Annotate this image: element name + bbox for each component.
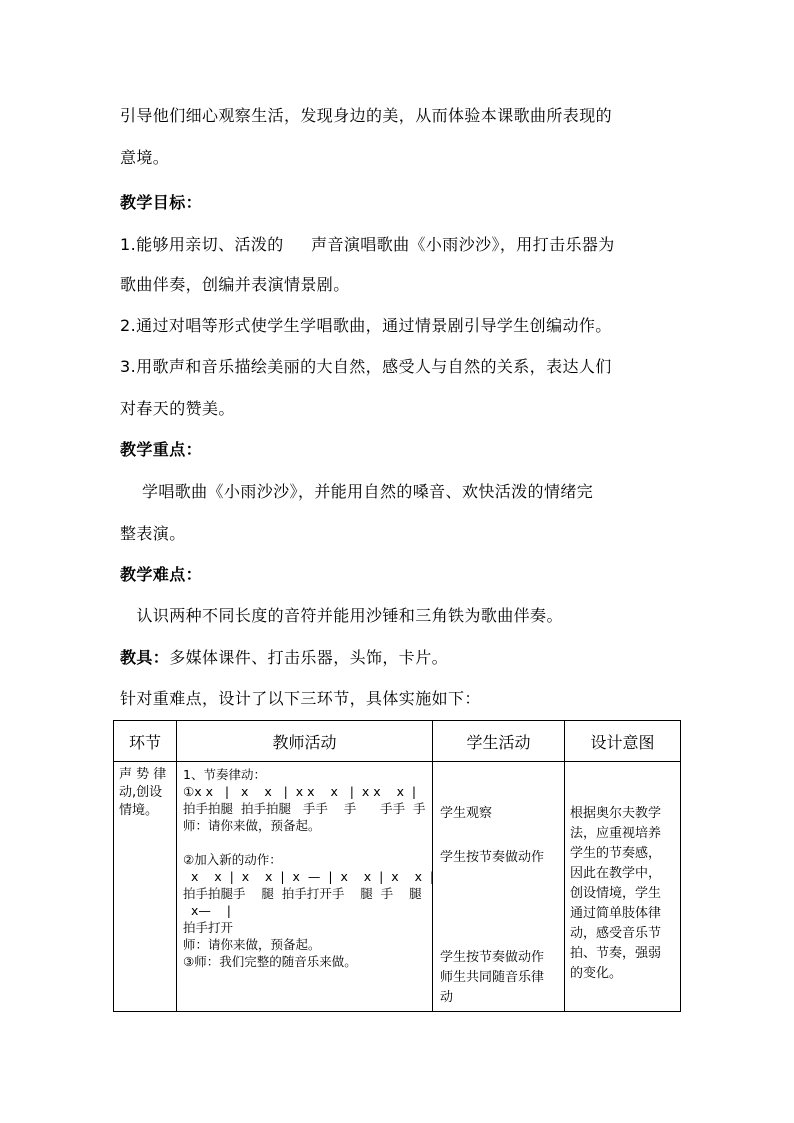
stage-text: 声 势 律 动,创设 情境。 bbox=[119, 767, 167, 818]
table-intro: 针对重难点，设计了以下三环节，具体实施如下： bbox=[120, 689, 481, 708]
goal-2: 2.通过对唱等形式使学生学唱歌曲，通过情景剧引导学生创编动作。 bbox=[120, 316, 612, 335]
header-design-intent: 设计意图 bbox=[565, 721, 681, 762]
lesson-plan-table bbox=[113, 720, 681, 1012]
teacher-activity-cell bbox=[177, 762, 433, 1012]
student-activity-3: 学生按节奏做动作 师生共同随音乐律 动 bbox=[440, 950, 545, 1005]
teaching-tools-label: 教具： bbox=[120, 648, 170, 667]
header-stage: 环节 bbox=[114, 721, 177, 762]
teaching-tools bbox=[120, 648, 448, 668]
paragraph-line: 引导他们细心观察生活，发现身边的美，从而体验本课歌曲所表现的 bbox=[120, 106, 613, 125]
section-heading-key-points: 教学重点： bbox=[120, 440, 203, 459]
teacher-activity-text: 1、节奏律动： ①x x | x x | x x x | x x x | 拍手拍腿 拍手拍腿 手手 手 手手 手 师：请你来做，预备起。 ②加入新的动作： x x | x x | x — | x x | x x | 拍手拍腿手 腿 拍手打开手 腿 手 腿 x— | 拍手打开 师：请你来做，预备起。 ③师：我们完整的随音乐来做。 bbox=[183, 767, 435, 969]
paragraph-line: 意境。 bbox=[120, 148, 170, 167]
student-activity-1: 学生观察 bbox=[440, 806, 493, 821]
table-header-row bbox=[114, 721, 681, 762]
goal-1-line-1: 1.能够用亲切、活泼的 声音演唱歌曲《小雨沙沙》，用打击乐器为 bbox=[120, 235, 615, 254]
key-points-line-1: 学唱歌曲《小雨沙沙》，并能用自然的嗓音、欢快活泼的情绪完 bbox=[120, 482, 594, 501]
header-teacher-activity: 教师活动 bbox=[177, 721, 433, 762]
section-heading-goals: 教学目标： bbox=[120, 193, 203, 212]
table-row bbox=[114, 762, 681, 1012]
difficulties-text: 认识两种不同长度的音符并能用沙锤和三角铁为歌曲伴奏。 bbox=[120, 606, 563, 625]
goal-3-line-2: 对春天的赞美。 bbox=[120, 399, 235, 418]
design-intent-text: 根据奥尔夫教学 法，应重视培养 学生的节奏感， 因此在教学中， 创设情境，学生 通过简单肢体律 动，感受音乐节 拍、节奏，强弱 的变化。 bbox=[570, 806, 662, 981]
teaching-tools-text: 多媒体课件、打击乐器，头饰，卡片。 bbox=[169, 648, 449, 667]
goal-3-line-1: 3.用歌声和音乐描绘美丽的大自然，感受人与自然的关系，表达人们 bbox=[120, 357, 612, 376]
section-heading-difficulties: 教学难点： bbox=[120, 565, 203, 584]
student-activity-2: 学生按节奏做动作 bbox=[440, 850, 545, 865]
key-points-line-2: 整表演。 bbox=[120, 524, 186, 543]
header-student-activity: 学生活动 bbox=[433, 721, 565, 762]
stage-cell bbox=[114, 762, 177, 1012]
student-activity-cell bbox=[433, 762, 565, 1012]
design-intent-cell bbox=[565, 762, 681, 1012]
goal-1-line-2: 歌曲伴奏，创编并表演情景剧。 bbox=[120, 275, 350, 294]
